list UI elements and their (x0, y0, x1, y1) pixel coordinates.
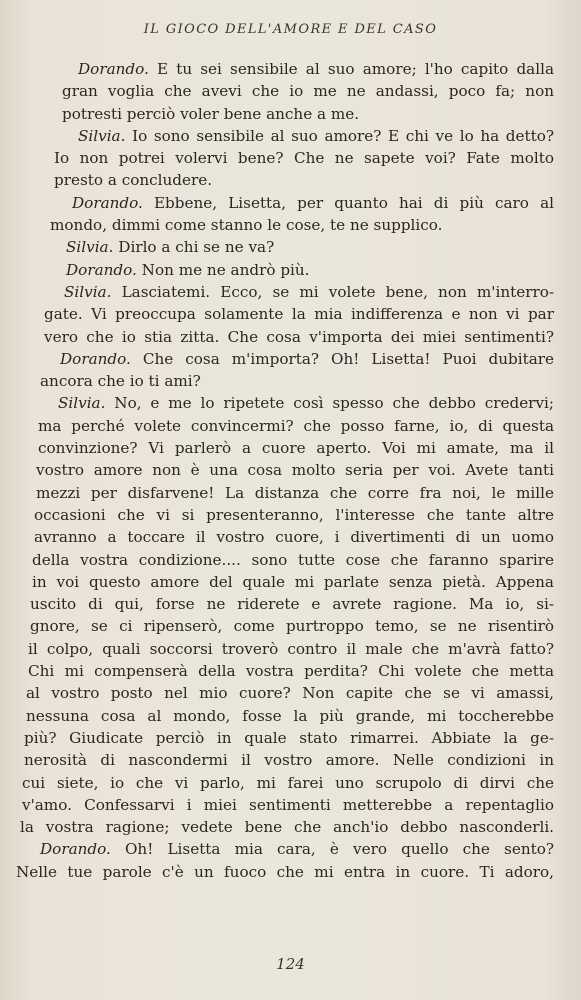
text-line (14, 459, 554, 481)
speaker-name: Silvia. (66, 238, 114, 257)
line-text: avranno a toccare il vostro cuore, i divertimenti di un uomo (34, 528, 554, 547)
line-text: Chi mi compenserà della vostra perdita? Chi volete che metta (28, 662, 554, 681)
line-text: gnore, se ci ripenserò, come purtroppo temo, se ne risentirò (30, 617, 554, 636)
line-text: Io sono sensibile al suo amore? E chi ve lo ha detto? (125, 126, 554, 145)
line-text: Lasciatemi. Ecco, se mi volete bene, non m'interro- (111, 282, 554, 301)
text-line (14, 392, 554, 414)
speaker-name: Silvia. (58, 394, 106, 413)
text-line (14, 571, 554, 593)
line-text: presto a concludere. (54, 171, 213, 190)
speaker-name: Dorando. (40, 840, 111, 859)
text-line (14, 660, 554, 682)
line-text: v'amo. Confessarvi i miei sentimenti metterebbe a repentaglio (22, 795, 554, 814)
line-text: al vostro posto nel mio cuore? Non capite che se vi amassi, (26, 684, 554, 703)
text-line (14, 303, 554, 325)
text-line (14, 838, 554, 860)
text-line (14, 549, 554, 571)
line-text: ma perché volete convincermi? che posso farne, io, di questa (38, 416, 554, 435)
line-text: Oh! Lisetta mia cara, è vero quello che sento? (110, 840, 554, 859)
text-line (14, 214, 554, 236)
text-line (14, 727, 554, 749)
text-line (14, 125, 554, 147)
text-line (14, 370, 554, 392)
line-text: potresti perciò voler bene anche a me. (62, 104, 360, 123)
text-line (14, 348, 554, 370)
speaker-name: Dorando. (78, 60, 149, 78)
line-text: la vostra ragione; vedete bene che anch'io debbo nasconderli. (20, 818, 554, 837)
line-text: cui siete, io che vi parlo, mi farei uno scrupolo di dirvi che (22, 773, 554, 792)
text-line (14, 749, 554, 771)
line-text: gran voglia che avevi che io me ne andassi, poco fa; non (62, 82, 554, 101)
line-text: mondo, dimmi come stanno le cose, te ne supplico. (50, 216, 443, 235)
line-text: ancora che io ti ami? (40, 372, 201, 391)
speaker-name: Dorando. (60, 349, 131, 368)
text-line (14, 236, 554, 258)
line-text: nessuna cosa al mondo, fosse la più grande, mi toccherebbe (26, 706, 554, 725)
speaker-name: Silvia. (78, 126, 126, 145)
text-line (14, 816, 554, 838)
line-text: Io non potrei volervi bene? Che ne sapete voi? Fate molto (54, 149, 554, 168)
line-text: Non me ne andrò più. (136, 260, 310, 279)
text-line (14, 504, 554, 526)
text-line (14, 259, 554, 281)
line-text: uscito di qui, forse ne riderete e avrete ragione. Ma io, si- (30, 595, 554, 614)
text-line (14, 794, 554, 816)
line-text: nerosità di nascondermi il vostro amore. Nelle condizioni in (24, 751, 554, 770)
text-line (14, 772, 554, 794)
speaker-name: Silvia. (64, 282, 112, 301)
speaker-name: Dorando. (66, 260, 137, 279)
text-line (14, 415, 554, 437)
text-line (14, 58, 554, 80)
line-text: vostro amore non è una cosa molto seria per voi. Avete tanti (36, 461, 554, 480)
line-text: gate. Vi preoccupa solamente la mia indifferenza e non vi par (44, 305, 554, 324)
line-text: occasioni che vi si presenteranno, l'interesse che tante altre (34, 505, 554, 524)
text-line (14, 482, 554, 504)
line-text: Dirlo a chi se ne va? (113, 238, 275, 257)
line-text: in voi questo amore del quale mi parlate senza pietà. Appena (32, 572, 554, 591)
line-text: mezzi per disfarvene! La distanza che corre fra noi, le mille (36, 483, 554, 502)
line-text: il colpo, quali soccorsi troverò contro il male che m'avrà fatto? (28, 639, 554, 658)
page-number: 124 (276, 955, 305, 973)
text-line (14, 638, 554, 660)
running-head: IL GIOCO DELL'AMORE E DEL CASO (143, 22, 438, 37)
line-text: Nelle tue parole c'è un fuoco che mi entra in cuore. Ti adoro, (16, 862, 554, 881)
line-text: più? Giudicate perciò in quale stato rimarrei. Abbiate la ge- (24, 728, 554, 747)
line-text: E tu sei sensibile al suo amore; l'ho capito dalla (148, 60, 554, 78)
text-line (14, 593, 554, 615)
text-line (14, 526, 554, 548)
text-line (14, 682, 554, 704)
line-text: No, e me lo ripetete così spesso che debbo credervi; (105, 394, 554, 413)
text-line (14, 80, 554, 102)
text-line (14, 705, 554, 727)
text-line (14, 326, 554, 348)
text-line (14, 169, 554, 191)
line-text: vero che io stia zitta. Che cosa v'importa dei miei sentimenti? (44, 327, 554, 346)
text-line (14, 192, 554, 214)
line-text: Che cosa m'importa? Oh! Lisetta! Puoi dubitare (130, 349, 554, 368)
text-line (14, 615, 554, 637)
body-text (14, 58, 554, 883)
line-text: convinzione? Vi parlerò a cuore aperto. Voi mi amate, ma il (38, 439, 554, 458)
text-line (14, 103, 554, 125)
text-line (14, 147, 554, 169)
text-line (14, 281, 554, 303)
line-text: della vostra condizione.... sono tutte cose che faranno sparire (32, 550, 554, 569)
speaker-name: Dorando. (72, 193, 143, 212)
line-text: Ebbene, Lisetta, per quanto hai di più caro al (142, 193, 554, 212)
text-line (14, 861, 554, 883)
text-line (14, 437, 554, 459)
